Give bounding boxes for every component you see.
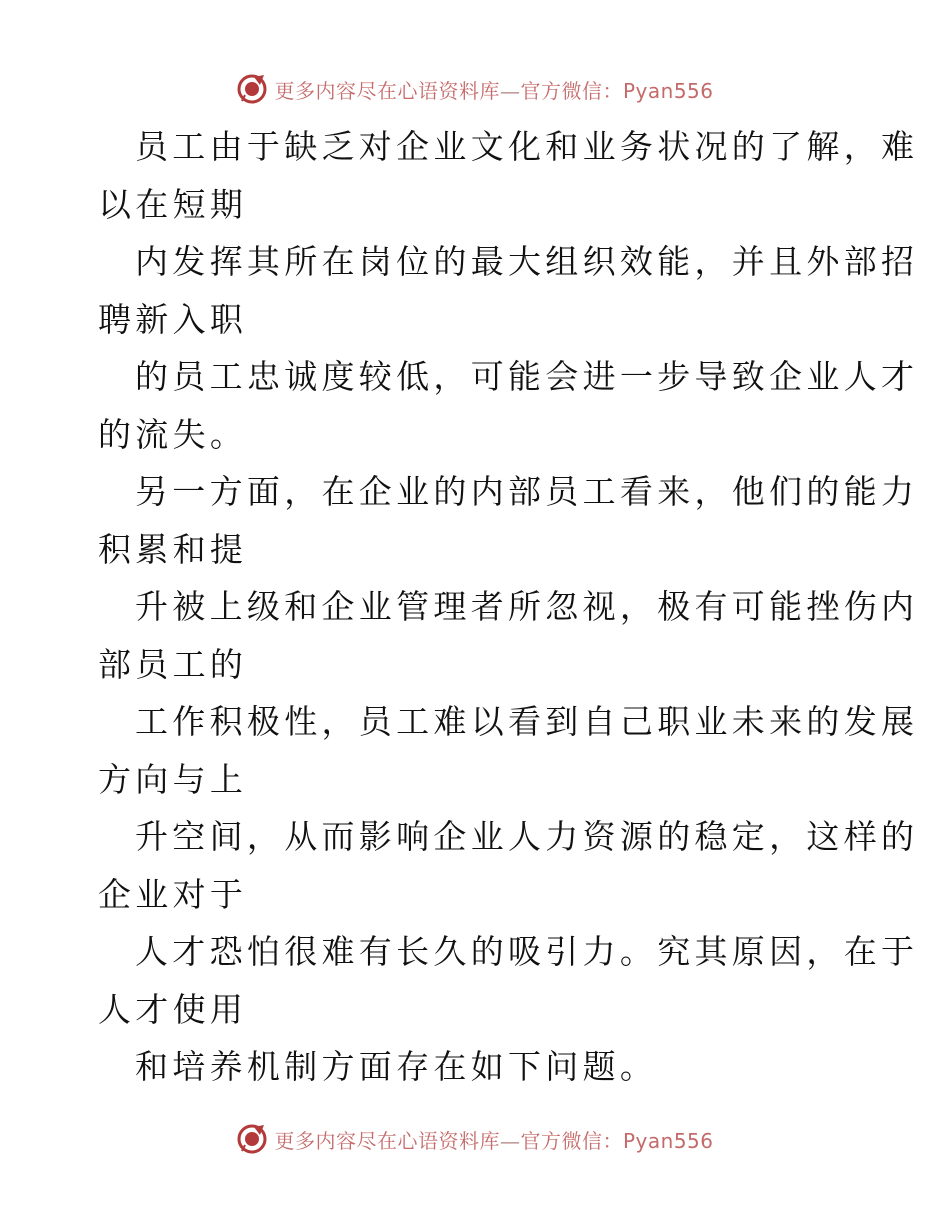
document-body — [98, 118, 919, 1096]
footer-banner-text — [274, 1125, 713, 1154]
banner-wechat-id: Pyan556 — [622, 1128, 714, 1153]
text-line-1: 员工由于缺乏对企业文化和业务状况的了解，难 — [135, 127, 919, 166]
text-line-12: 方向与上 — [98, 759, 248, 799]
text-line-6: 的流失。 — [98, 414, 248, 454]
banner-wechat-label: 官方微信： — [520, 78, 623, 103]
text-line-4: 聘新入职 — [98, 299, 248, 339]
banner-separator: — — [499, 1128, 521, 1153]
text-line-16: 人才使用 — [98, 989, 248, 1029]
banner-separator: — — [499, 78, 521, 103]
text-line-7: 另一方面，在企业的内部员工看来，他们的能力 — [135, 472, 919, 511]
text-line-15: 人才恐怕很难有长久的吸引力。究其原因，在于 — [135, 932, 919, 971]
footer-banner — [0, 1122, 950, 1156]
banner-main-text: 更多内容尽在心语资料库 — [274, 78, 500, 103]
text-line-5: 的员工忠诚度较低，可能会进一步导致企业人才 — [135, 357, 919, 396]
text-line-3: 内发挥其所在岗位的最大组织效能，并且外部招 — [135, 242, 919, 281]
banner-main-text: 更多内容尽在心语资料库 — [274, 1128, 500, 1153]
header-banner — [0, 72, 950, 106]
logo-icon — [236, 73, 268, 105]
text-line-2: 以在短期 — [98, 184, 248, 224]
banner-wechat-id: Pyan556 — [622, 78, 714, 103]
text-line-9: 升被上级和企业管理者所忽视，极有可能挫伤内 — [135, 587, 919, 626]
header-banner-text — [274, 75, 713, 104]
text-line-8: 积累和提 — [98, 529, 248, 569]
banner-wechat-label: 官方微信： — [520, 1128, 623, 1153]
text-line-10: 部员工的 — [98, 644, 248, 684]
text-line-13: 升空间，从而影响企业人力资源的稳定，这样的 — [135, 817, 919, 856]
text-line-14: 企业对于 — [98, 874, 248, 914]
logo-icon — [236, 1123, 268, 1155]
text-line-11: 工作积极性，员工难以看到自己职业未来的发展 — [135, 702, 919, 741]
text-line-17: 和培养机制方面存在如下问题。 — [135, 1047, 658, 1086]
